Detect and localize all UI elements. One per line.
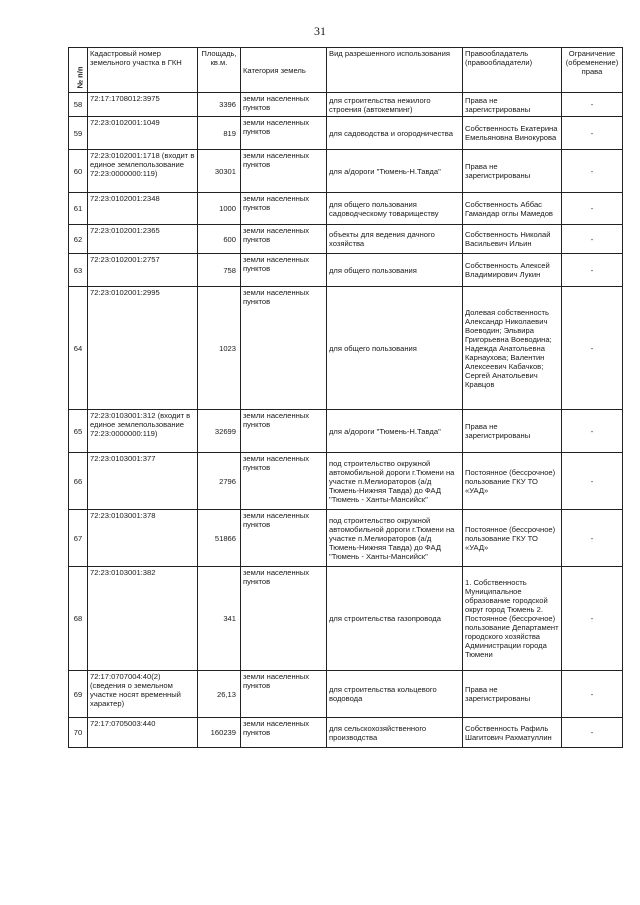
- land-category: земли населенных пунктов: [241, 254, 327, 287]
- area-value: 51866: [198, 510, 241, 567]
- header-owner: Правообладатель (правообладатели): [463, 48, 562, 93]
- table-row: [69, 410, 623, 453]
- table-header-row: [69, 48, 623, 93]
- right-holder: 1. Собственность Муниципальное образование городской округ город Тюмень 2. Постоянное (бессрочное) пользование Департамент городского хозяйства Администрации города Тюмени: [463, 567, 562, 671]
- area-value: 819: [198, 117, 241, 150]
- right-holder: Долевая собственность Александр Николаевич Воеводин; Эльвира Григорьевна Воеводина; Надежда Анатольевна Карнаухова; Валентин Алексеевич Кабачков; Сергей Анатольевич Кравцов: [463, 287, 562, 410]
- permitted-use: для общего пользования садоводческому товариществу: [327, 193, 463, 225]
- restriction: -: [562, 510, 623, 567]
- right-holder: Собственность Николай Васильевич Ильин: [463, 225, 562, 254]
- area-value: 26,13: [198, 671, 241, 718]
- table-row: [69, 453, 623, 510]
- row-num: 62: [69, 225, 88, 254]
- land-category: земли населенных пунктов: [241, 410, 327, 453]
- table-row: [69, 671, 623, 718]
- right-holder: Постоянное (бессрочное) пользование ГКУ ТО «УАД»: [463, 510, 562, 567]
- cadastral-number: 72:17:0705003:440: [88, 718, 198, 748]
- header-restriction: Ограничение (обременение) права: [562, 48, 623, 93]
- land-category: земли населенных пунктов: [241, 93, 327, 117]
- header-area: Площадь, кв.м.: [198, 48, 241, 93]
- cadastral-number: 72:23:0103001:382: [88, 567, 198, 671]
- land-category: земли населенных пунктов: [241, 510, 327, 567]
- restriction: -: [562, 567, 623, 671]
- cadastral-number: 72:23:0103001:312 (входит в единое землепользование 72:23:0000000:119): [88, 410, 198, 453]
- row-num: 67: [69, 510, 88, 567]
- restriction: -: [562, 150, 623, 193]
- cadastral-number: 72:23:0102001:2757: [88, 254, 198, 287]
- table-row: [69, 254, 623, 287]
- permitted-use: для строительства нежилого строения (автокемпинг): [327, 93, 463, 117]
- restriction: -: [562, 718, 623, 748]
- row-num: 58: [69, 93, 88, 117]
- right-holder: Права не зарегистрированы: [463, 150, 562, 193]
- table-row: [69, 193, 623, 225]
- table-row: [69, 567, 623, 671]
- row-num: 68: [69, 567, 88, 671]
- right-holder: Собственность Алексей Владимирович Лукин: [463, 254, 562, 287]
- land-category: земли населенных пунктов: [241, 453, 327, 510]
- permitted-use: для садоводства и огородничества: [327, 117, 463, 150]
- cadastral-number: 72:23:0102001:1718 (входит в единое землепользование 72:23:0000000:119): [88, 150, 198, 193]
- header-use: Вид разрешенного использования: [327, 48, 463, 93]
- restriction: -: [562, 287, 623, 410]
- area-value: 600: [198, 225, 241, 254]
- header-cadastral: Кадастровый номер земельного участка в ГКН: [88, 48, 198, 93]
- page-number: 31: [314, 24, 326, 38]
- cadastral-number: 72:23:0102001:2365: [88, 225, 198, 254]
- right-holder: Собственность Екатерина Емельяновна Винокурова: [463, 117, 562, 150]
- restriction: -: [562, 117, 623, 150]
- area-value: 341: [198, 567, 241, 671]
- land-category: земли населенных пунктов: [241, 225, 327, 254]
- area-value: 3396: [198, 93, 241, 117]
- restriction: -: [562, 671, 623, 718]
- permitted-use: под строительство окружной автомобильной дороги г.Тюмени на участке п.Мелиораторов (а/д Тюмень-Нижняя Тавда) до ФАД "Тюмень - Ханты-Мансийск": [327, 453, 463, 510]
- area-value: 30301: [198, 150, 241, 193]
- row-num: 66: [69, 453, 88, 510]
- restriction: -: [562, 453, 623, 510]
- permitted-use: для общего пользования: [327, 287, 463, 410]
- land-category: земли населенных пунктов: [241, 718, 327, 748]
- permitted-use: для а/дороги "Тюмень-Н.Тавда": [327, 410, 463, 453]
- land-category: земли населенных пунктов: [241, 567, 327, 671]
- land-category: земли населенных пунктов: [241, 150, 327, 193]
- area-value: 2796: [198, 453, 241, 510]
- table-row: [69, 225, 623, 254]
- land-category: земли населенных пунктов: [241, 287, 327, 410]
- land-category: земли населенных пунктов: [241, 193, 327, 225]
- cadastral-number: 72:17:1708012:3975: [88, 93, 198, 117]
- permitted-use: для строительства кольцевого водовода: [327, 671, 463, 718]
- row-num: 60: [69, 150, 88, 193]
- cadastral-number: 72:17:0707004:40(2) (сведения о земельном участке носят временный характер): [88, 671, 198, 718]
- row-num: 65: [69, 410, 88, 453]
- cadastral-number: 72:23:0102001:1049: [88, 117, 198, 150]
- area-value: 32699: [198, 410, 241, 453]
- table-row: [69, 150, 623, 193]
- header-num: № п/п: [69, 48, 88, 93]
- table-row: [69, 117, 623, 150]
- restriction: -: [562, 254, 623, 287]
- area-value: 1000: [198, 193, 241, 225]
- restriction: -: [562, 410, 623, 453]
- permitted-use: объекты для ведения дачного хозяйства: [327, 225, 463, 254]
- permitted-use: для строительства газопровода: [327, 567, 463, 671]
- land-plots-table: [68, 47, 623, 748]
- table-row: [69, 510, 623, 567]
- row-num: 61: [69, 193, 88, 225]
- right-holder: Права не зарегистрированы: [463, 671, 562, 718]
- area-value: 1023: [198, 287, 241, 410]
- restriction: -: [562, 93, 623, 117]
- land-category: земли населенных пунктов: [241, 671, 327, 718]
- right-holder: Собственность Аббас Гамандар оглы Мамедов: [463, 193, 562, 225]
- cadastral-number: 72:23:0102001:2348: [88, 193, 198, 225]
- cadastral-number: 72:23:0102001:2995: [88, 287, 198, 410]
- right-holder: Постоянное (бессрочное) пользование ГКУ ТО «УАД»: [463, 453, 562, 510]
- restriction: -: [562, 193, 623, 225]
- permitted-use: для сельскохозяйственного производства: [327, 718, 463, 748]
- table-row: [69, 93, 623, 117]
- row-num: 63: [69, 254, 88, 287]
- header-category: Категория земель: [241, 48, 327, 93]
- table-row: [69, 718, 623, 748]
- row-num: 59: [69, 117, 88, 150]
- row-num: 70: [69, 718, 88, 748]
- permitted-use: под строительство окружной автомобильной дороги г.Тюмени на участке п.Мелиораторов (а/д Тюмень-Нижняя Тавда) до ФАД "Тюмень - Ханты-Мансийск": [327, 510, 463, 567]
- row-num: 69: [69, 671, 88, 718]
- area-value: 758: [198, 254, 241, 287]
- cadastral-number: 72:23:0103001:377: [88, 453, 198, 510]
- row-num: 64: [69, 287, 88, 410]
- right-holder: Права не зарегистрированы: [463, 93, 562, 117]
- area-value: 160239: [198, 718, 241, 748]
- restriction: -: [562, 225, 623, 254]
- permitted-use: для а/дороги "Тюмень-Н.Тавда": [327, 150, 463, 193]
- land-category: земли населенных пунктов: [241, 117, 327, 150]
- right-holder: Собственность Рафиль Шагитович Рахматуллин: [463, 718, 562, 748]
- right-holder: Права не зарегистрированы: [463, 410, 562, 453]
- permitted-use: для общего пользования: [327, 254, 463, 287]
- cadastral-number: 72:23:0103001:378: [88, 510, 198, 567]
- table-row: [69, 287, 623, 410]
